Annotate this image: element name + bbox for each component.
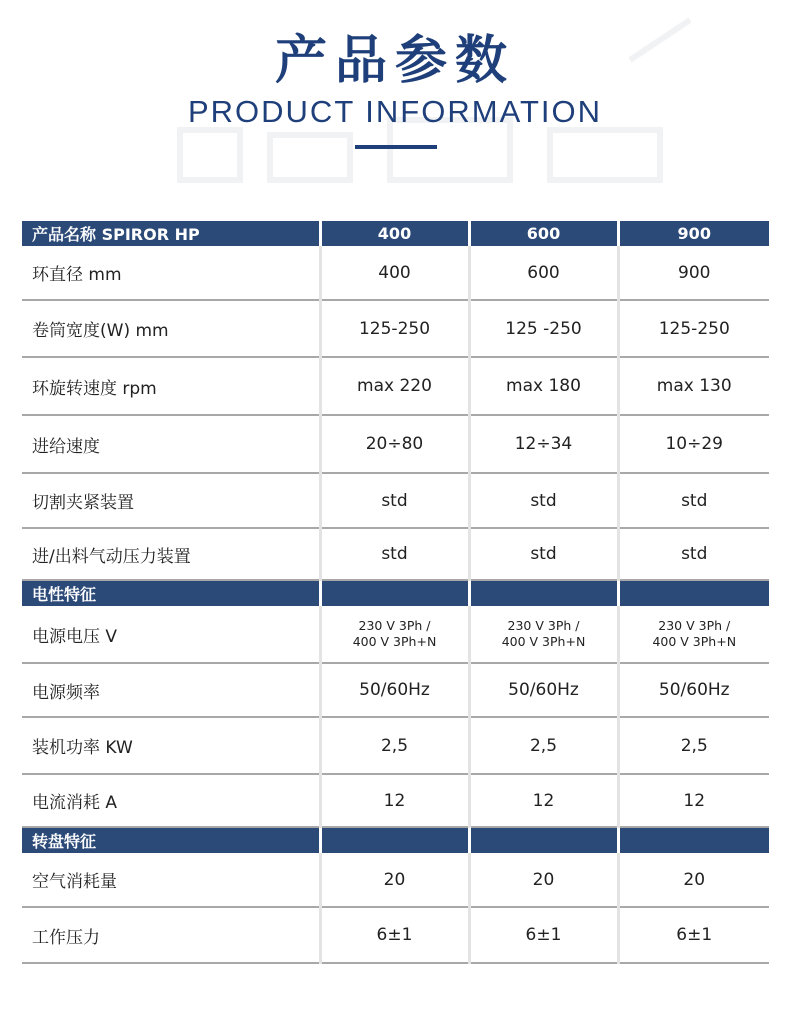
- section-title: 电性特征: [22, 580, 320, 606]
- row-value: 2,5: [618, 717, 769, 774]
- header-model-900: 900: [618, 221, 769, 246]
- row-label: 切割夹紧装置: [22, 473, 320, 528]
- section-header-row: [22, 827, 769, 853]
- row-value: std: [618, 528, 769, 580]
- cell-line: 400 V 3Ph+N: [352, 634, 437, 649]
- row-value: max 220: [320, 357, 469, 415]
- cell-line: 230 V 3Ph /: [358, 618, 431, 633]
- header-model-400: 400: [320, 221, 469, 246]
- row-value: std: [320, 528, 469, 580]
- table-row: [22, 246, 769, 300]
- header-product-name: 产品名称 SPIROR HP: [22, 221, 320, 246]
- row-value: std: [320, 473, 469, 528]
- page-title-cn: 产品参数: [274, 31, 515, 91]
- row-value: std: [469, 473, 618, 528]
- row-label: 电源电压 V: [22, 606, 320, 663]
- row-value: [618, 606, 769, 663]
- row-value: std: [469, 528, 618, 580]
- section-blank: [320, 580, 469, 606]
- row-value: 125-250: [320, 300, 469, 357]
- row-label: 进/出料气动压力装置: [22, 528, 320, 580]
- row-value: 50/60Hz: [469, 663, 618, 717]
- row-value: 6±1: [618, 907, 769, 963]
- row-value: 12÷34: [469, 415, 618, 473]
- section-blank: [618, 580, 769, 606]
- table-row: [22, 300, 769, 357]
- section-blank: [618, 827, 769, 853]
- row-value: 20: [320, 853, 469, 907]
- section-header-row: [22, 580, 769, 606]
- table-row: [22, 357, 769, 415]
- section-blank: [469, 580, 618, 606]
- row-label: 环旋转速度 rpm: [22, 357, 320, 415]
- section-blank: [320, 827, 469, 853]
- row-value: 125 -250: [469, 300, 618, 357]
- cell-line: 230 V 3Ph /: [658, 618, 731, 633]
- table-row: [22, 473, 769, 528]
- row-value: std: [618, 473, 769, 528]
- row-label: 进给速度: [22, 415, 320, 473]
- table-header-row: [22, 221, 769, 246]
- table-row: [22, 853, 769, 907]
- table-row: [22, 907, 769, 963]
- row-label: 环直径 mm: [22, 246, 320, 300]
- row-value: 6±1: [320, 907, 469, 963]
- row-value: [320, 606, 469, 663]
- row-value: max 130: [618, 357, 769, 415]
- row-value: 900: [618, 246, 769, 300]
- row-value: 10÷29: [618, 415, 769, 473]
- cell-line: 400 V 3Ph+N: [652, 634, 737, 649]
- row-label: 电源频率: [22, 663, 320, 717]
- table-row: [22, 663, 769, 717]
- row-value: 20: [469, 853, 618, 907]
- table-row: [22, 774, 769, 827]
- row-value: 12: [618, 774, 769, 827]
- section-title: 转盘特征: [22, 827, 320, 853]
- table-row: [22, 415, 769, 473]
- spec-table: [22, 221, 769, 964]
- cell-line: 400 V 3Ph+N: [501, 634, 586, 649]
- table-row: [22, 606, 769, 663]
- section-blank: [469, 827, 618, 853]
- row-value: 400: [320, 246, 469, 300]
- row-label: 电流消耗 A: [22, 774, 320, 827]
- row-value: 20÷80: [320, 415, 469, 473]
- row-value: 50/60Hz: [618, 663, 769, 717]
- cell-line: 230 V 3Ph /: [507, 618, 580, 633]
- header-model-600: 600: [469, 221, 618, 246]
- table-row: [22, 528, 769, 580]
- row-value: 20: [618, 853, 769, 907]
- table-row: [22, 717, 769, 774]
- row-value: 50/60Hz: [320, 663, 469, 717]
- row-label: 工作压力: [22, 907, 320, 963]
- title-underline: [355, 145, 437, 149]
- row-label: 装机功率 KW: [22, 717, 320, 774]
- row-value: 2,5: [469, 717, 618, 774]
- row-value: 125-250: [618, 300, 769, 357]
- row-value: 600: [469, 246, 618, 300]
- row-value: 12: [469, 774, 618, 827]
- row-label: 空气消耗量: [22, 853, 320, 907]
- row-value: 12: [320, 774, 469, 827]
- row-value: 6±1: [469, 907, 618, 963]
- row-value: 2,5: [320, 717, 469, 774]
- row-value: [469, 606, 618, 663]
- row-label: 卷筒宽度(W) mm: [22, 300, 320, 357]
- page-title-en: PRODUCT INFORMATION: [187, 94, 602, 129]
- row-value: max 180: [469, 357, 618, 415]
